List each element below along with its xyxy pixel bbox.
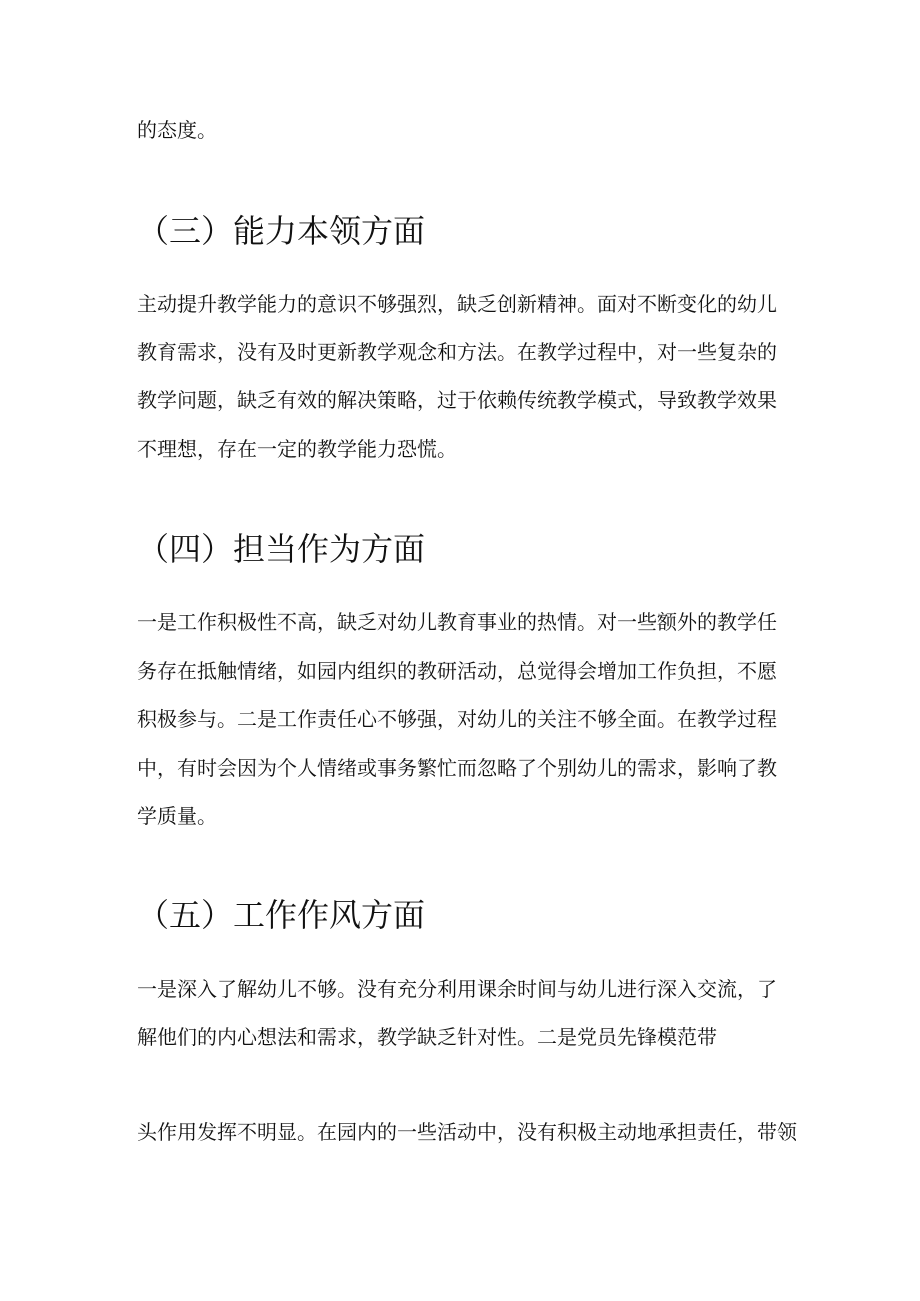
text-line: 的态度。 bbox=[137, 118, 217, 142]
text-line: 中，有时会因为个人情绪或事务繁忙而忽略了个别幼儿的需求，影响了教 bbox=[137, 756, 777, 780]
section-heading-work-style: （五）工作作风方面 bbox=[137, 896, 426, 934]
text-line: 积极参与。二是工作责任心不够强，对幼儿的关注不够全面。在教学过程 bbox=[137, 707, 777, 731]
section-heading-responsibility: （四）担当作为方面 bbox=[137, 530, 426, 568]
text-line: 务存在抵触情绪，如园内组织的教研活动，总觉得会增加工作负担，不愿 bbox=[137, 659, 777, 683]
text-line: 解他们的内心想法和需求，教学缺乏针对性。二是党员先锋模范带 bbox=[137, 1025, 717, 1049]
text-line: 教学问题，缺乏有效的解决策略，过于依赖传统教学模式，导致教学效果 bbox=[137, 388, 777, 412]
section-heading-ability: （三）能力本领方面 bbox=[137, 212, 426, 250]
text-line: 主动提升教学能力的意识不够强烈，缺乏创新精神。面对不断变化的幼儿 bbox=[137, 292, 777, 316]
text-line: 一是深入了解幼儿不够。没有充分利用课余时间与幼儿进行深入交流，了 bbox=[137, 977, 777, 1001]
text-line: 一是工作积极性不高，缺乏对幼儿教育事业的热情。对一些额外的教学任 bbox=[137, 610, 777, 634]
text-line: 头作用发挥不明显。在园内的一些活动中，没有积极主动地承担责任，带领 bbox=[137, 1120, 797, 1144]
text-line: 教育需求，没有及时更新教学观念和方法。在教学过程中，对一些复杂的 bbox=[137, 340, 777, 364]
text-line: 学质量。 bbox=[137, 804, 217, 828]
text-line: 不理想，存在一定的教学能力恐慌。 bbox=[137, 437, 457, 461]
